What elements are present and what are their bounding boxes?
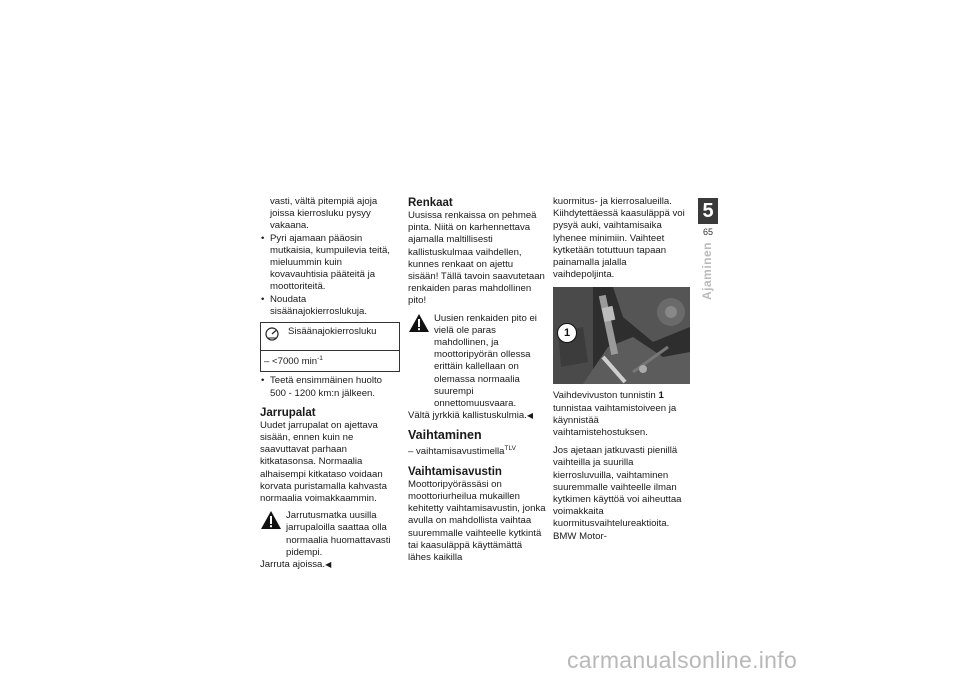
warning-end — [260, 559, 400, 571]
tyres-body: Uusissa renkaissa on pehmeä pinta. Niitä on karhennettava ajamalla maltillisesti kallistuskulmaa vaihdellen, kunnes renkaat on ajettu sisään! Tällä tavoin saavutetaan renkaiden paras mahdollinen pito! — [408, 210, 545, 307]
brakes-body: Uudet jarrupalat on ajettava sisään, ennen kuin ne saavuttavat parhaan kitkatasonsa. Normaalia alhaisempi kitkataso voidaan korvata puristamalla kahvasta normaalia voimakkaammin. — [260, 419, 387, 505]
end-marker-icon: ◀ — [526, 411, 534, 421]
shifting-body-1: kuormitus- ja kierrosalueilla. Kiihdytettäessä kaasuläppä voi pysyä auki, vaihtamisaika lyhenee minimiin. Vaihteet kytketään totuttuun tapaan painamalla jalalla vaihdepoljinta. — [553, 196, 685, 281]
chapter-number: 5 — [698, 198, 718, 224]
column-2 — [408, 196, 546, 564]
warning-block — [260, 510, 400, 559]
column-3 — [553, 196, 690, 543]
gear-sensor-photo — [553, 287, 690, 384]
rpm-label: Sisäänajokierrosluku — [288, 326, 377, 338]
shift-assistant-body: Moottoripyörässäsi on moottoriurheilua mukaillen kehitetty vaihtamisavustin, jonka avulla on mahdollista vaihtaa suuremmalle vaihteelle kytkintä tai kaasuläppä käyttämättä lähes kaikilla — [408, 478, 546, 564]
watermark: carmanualsonline.info — [567, 647, 798, 673]
section-heading-brakes: Jarrupalat — [260, 406, 316, 419]
caption-num: 1 — [658, 390, 664, 402]
chapter-tab — [698, 198, 718, 237]
chapter-title: Ajaminen — [700, 241, 714, 300]
paragraph-continued: vasti, vältä pitempiä ajoja joissa kierrosluku pysyy vakaana. — [270, 196, 378, 232]
bullet-item: • Teetä ensimmäinen huolto 500 - 1200 km:n jälkeen. — [260, 375, 400, 399]
caption-pre: Vaihdevivuston tunnistin — [553, 390, 656, 402]
warning-end-text: Jarruta ajoissa. — [260, 559, 326, 571]
bullet-item: • Pyri ajamaan pääosin mutkaisia, kumpuilevia teitä, mieluummin kuin kovavauhtisia pääteitä ja moottoriteitä. — [260, 233, 400, 294]
section-heading-tyres: Renkaat — [408, 197, 453, 209]
break-in-rpm-box — [260, 322, 400, 372]
warning-end — [408, 410, 546, 422]
warning-triangle-icon — [260, 510, 282, 530]
rpm-value-text: – <7000 min — [264, 356, 318, 368]
warning-text: Jarrutusmatka uusilla jarrupaloilla saattaa olla normaalia huomattavasti pidempi. — [286, 510, 391, 558]
photo-caption — [553, 390, 690, 439]
option-sup: TLV — [504, 445, 516, 453]
warning-block — [408, 313, 546, 411]
caption-post: tunnistaa vaihtamistoiveen ja käynnistää vaihtamistehostuksen. — [553, 402, 677, 439]
option-line — [408, 443, 546, 458]
warning-text: Uusien renkaiden pito ei vielä ole paras mahdollinen, ja moottoripyörän ollessa erittäin kallellaan on olemassa normaalia suurempi onnettomuusvaara. — [434, 312, 537, 410]
shifting-body-2: Jos ajetaan jatkuvasti pienillä vaihteilla ja suurilla kierrosluvuilla, vaihtaminen suuremmalle vaihteelle ilman kytkimen käyttöä voi aiheuttaa voimakkaita kuormitusvaihtelureaktioita. BMW Motor- — [553, 445, 682, 542]
warning-triangle-icon — [408, 313, 430, 333]
warning-end-text: Vältä jyrkkiä kallistuskulmia. — [408, 410, 527, 422]
rpm-unit-sup: -1 — [317, 355, 323, 363]
section-heading-shifting: Vaihtaminen — [408, 428, 482, 443]
page-number: 65 — [702, 227, 713, 237]
rpm-value — [261, 351, 399, 371]
rpm-box-header — [261, 323, 399, 351]
option-text: – vaihtamisavustimella — [408, 446, 505, 458]
end-marker-icon: ◀ — [325, 560, 332, 570]
photo-callout-1: 1 — [557, 323, 577, 343]
tachometer-icon — [264, 326, 280, 342]
column-1 — [260, 196, 400, 571]
bullet-item: • Noudata sisäänajokierroslukuja. — [260, 294, 400, 318]
subheading-shift-assistant: Vaihtamisavustin — [408, 465, 502, 478]
